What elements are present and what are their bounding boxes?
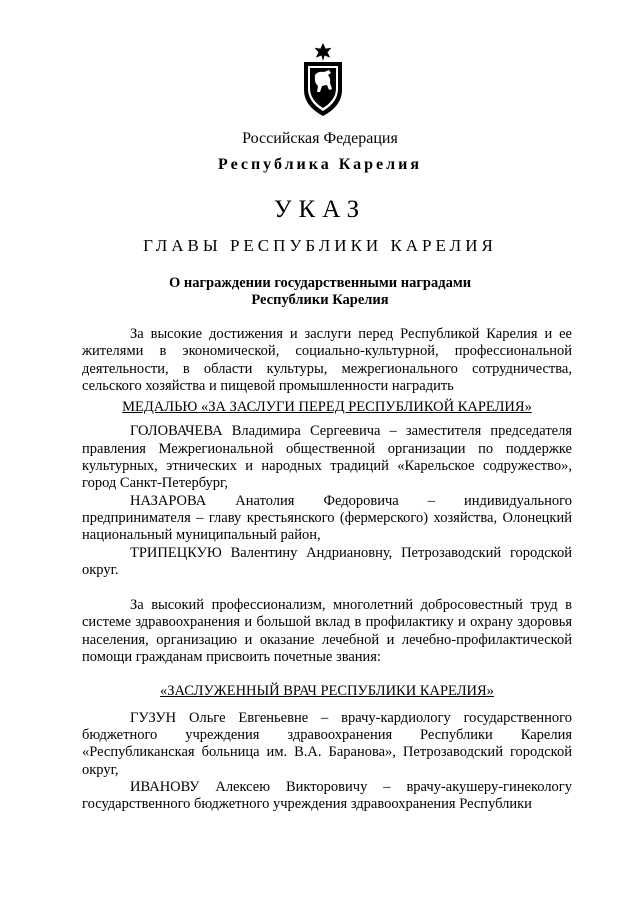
- subject-line-2: Республики Карелия: [251, 292, 389, 308]
- decree-subject: [0, 275, 640, 309]
- decree-body: [82, 326, 572, 813]
- subject-line-1: О награждении государственными наградами: [168, 275, 472, 291]
- intro-paragraph-2: За высокий профессионализм, многолетний добросовестный труд в системе здравоохранения и большой вклад в профилактику и охрану здоровья населения, организацию и оказание лечебной и лечебно-профилактической помощи гражданам присвоить почетные звания:: [82, 597, 572, 666]
- section-1-title: МЕДАЛЬЮ «ЗА ЗАСЛУГИ ПЕРЕД РЕСПУБЛИКОЙ КАРЕЛИЯ»: [122, 399, 532, 416]
- award-recipient: ТРИПЕЦКУЮ Валентину Андриановну, Петрозаводский городской округ.: [82, 544, 572, 578]
- issuer-title: ГЛАВЫ РЕСПУБЛИКИ КАРЕЛИЯ: [143, 236, 497, 255]
- title-recipient: ГУЗУН Ольге Евгеньевне – врачу-кардиологу государственного бюджетного учреждения здравоохранения Республики Карелия «Республиканская больница им. В.А. Баранова», Петрозаводский городской округ,: [82, 709, 572, 778]
- republic-name: Республика Карелия: [218, 156, 422, 173]
- award-recipient: ГОЛОВАЧЕВА Владимира Сергеевича – заместителя председателя правления Межрегиональной общественной организации по поддержке культурных, этнических и народных традиций «Карельское содружество», город Санкт-Петербург,: [82, 423, 572, 492]
- country-name: Российская Федерация: [242, 130, 398, 147]
- title-recipient: ИВАНОВУ Алексею Викторовичу – врачу-акушеру-гинекологу государственного бюджетного учреждения здравоохранения Республики: [82, 778, 572, 813]
- award-recipient: НАЗАРОВА Анатолия Федоровича – индивидуального предпринимателя – главу крестьянского (фермерского) хозяйства, Олонецкий национальный муниципальный район,: [82, 492, 572, 544]
- karelia-coat-of-arms-icon: [298, 42, 348, 118]
- section-2-title: «ЗАСЛУЖЕННЫЙ ВРАЧ РЕСПУБЛИКИ КАРЕЛИЯ»: [160, 683, 494, 700]
- intro-paragraph: За высокие достижения и заслуги перед Республикой Карелия и ее жителями в экономической, социально-культурной, профессиональной деятельности, в области культуры, межрегионального сотрудничества, сельского хозяйства и пищевой промышленности наградить: [82, 326, 572, 394]
- document-type: УКАЗ: [273, 196, 367, 223]
